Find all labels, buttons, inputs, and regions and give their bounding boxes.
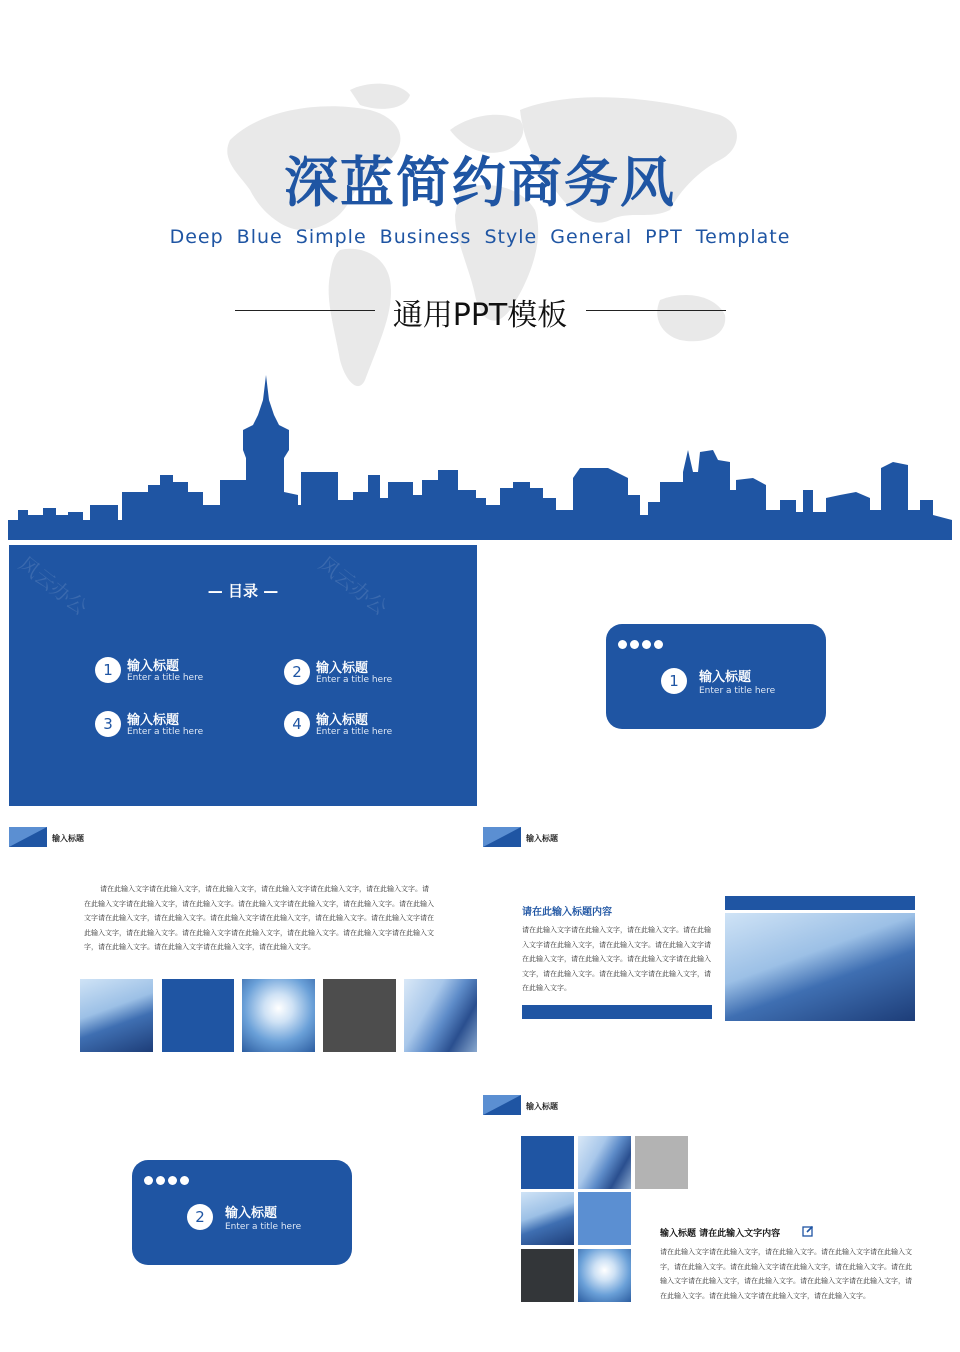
toc-item-1[interactable] xyxy=(95,655,245,695)
grid-tile-light-blue xyxy=(578,1192,631,1245)
grid-tile-blue xyxy=(521,1136,574,1189)
toc-slide xyxy=(9,545,477,806)
gray-block xyxy=(323,979,396,1052)
dots-decoration xyxy=(618,634,666,653)
toc-item-4[interactable] xyxy=(284,709,434,749)
grid-tile-dark xyxy=(521,1249,574,1302)
content-subheading: 输入标题 请在此输入文字内容 xyxy=(660,1229,781,1239)
section-number: 1 xyxy=(661,668,687,694)
toc-item-subtitle: Enter a title here xyxy=(127,673,204,683)
watermark-left: 风云办公 xyxy=(14,551,92,620)
dots-decoration xyxy=(144,1170,192,1189)
toc-item-2[interactable] xyxy=(284,657,434,697)
blue-bar-top xyxy=(725,896,915,910)
subtitle-rule-right xyxy=(586,310,726,311)
grid-tile-photo xyxy=(578,1249,631,1302)
header-tab-icon xyxy=(483,827,521,847)
toc-item-title: 输入标题 xyxy=(316,713,369,728)
blue-bar-bottom xyxy=(522,1005,712,1019)
section-card-1[interactable] xyxy=(606,624,826,729)
building-photo-1 xyxy=(80,979,153,1052)
edit-icon[interactable] xyxy=(802,1225,814,1237)
body-paragraph: 请在此输入文字请在此输入文字，请在此输入文字。请在此输入文字请在此输入文字，请在此输入文字。请在此输入文字请在此输入文字，请在此输入文字。请在此输入文字请在此输入文字，请在此输入文字。请在此输入文字请在此输入文字，请在此输入文字。 xyxy=(522,926,711,992)
toc-item-title: 输入标题 xyxy=(127,659,180,674)
toc-item-subtitle: Enter a title here xyxy=(316,675,393,685)
cover-subtitle-chinese: 通用PPT模板 xyxy=(392,298,568,333)
toc-heading: — 目录 — xyxy=(207,582,279,600)
grid-tile-photo xyxy=(521,1192,574,1245)
grid-tile-gray xyxy=(635,1136,688,1189)
section-subtitle: Enter a title here xyxy=(699,686,776,696)
toc-item-title: 输入标题 xyxy=(127,713,180,728)
toc-number: 4 xyxy=(284,711,310,737)
blue-block xyxy=(162,979,234,1052)
sky-photo xyxy=(242,979,315,1052)
watermark-right: 风云办公 xyxy=(314,551,392,620)
toc-number: 2 xyxy=(284,659,310,685)
city-skyline xyxy=(8,370,952,540)
toc-item-subtitle: Enter a title here xyxy=(316,727,393,737)
toc-number: 3 xyxy=(95,711,121,737)
toc-item-title: 输入标题 xyxy=(316,661,369,676)
cover-subtitle-english: Deep Blue Simple Business Style General PPT Template xyxy=(169,226,791,248)
slide-header-label: 输入标题 xyxy=(526,1102,558,1111)
section-card-2[interactable] xyxy=(132,1160,352,1265)
body-paragraph: 请在此输入文字请在此输入文字，请在此输入文字，请在此输入文字请在此输入文字，请在此输入文字。请在此输入文字请在此输入文字，请在此输入文字。请在此输入文字请在此输入文字，请在此输入文字。请在此输入文字请在此输入文字，请在此输入文字。请在此输入文字请在此输入文字，请在此输入文字。请在此输入文字请在此输入文字，请在此输入文字。请在此输入文字请在此输入文字，请在此输入文字。请在此输入文字请在此输入文字，请在此输入文字。请在此输入文字请在此输入文字，请在此输入文字。 xyxy=(84,885,434,951)
toc-number: 1 xyxy=(95,657,121,683)
section-subtitle: Enter a title here xyxy=(225,1222,302,1232)
header-tab-icon xyxy=(9,827,47,847)
section-title: 输入标题 xyxy=(699,670,752,685)
section-title: 输入标题 xyxy=(225,1206,278,1221)
toc-item-3[interactable] xyxy=(95,709,245,749)
section-number: 2 xyxy=(187,1204,213,1230)
cover-title: 深蓝简约商务风 xyxy=(284,151,676,214)
building-photo-large xyxy=(725,913,915,1021)
slide-header-label: 输入标题 xyxy=(526,834,558,843)
grid-tile-photo xyxy=(578,1136,631,1189)
building-photo-2 xyxy=(404,979,477,1052)
slide-header-label: 输入标题 xyxy=(52,834,84,843)
toc-item-subtitle: Enter a title here xyxy=(127,727,204,737)
content-subheading: 请在此输入标题内容 xyxy=(522,907,612,918)
body-paragraph: 请在此输入文字请在此输入文字，请在此输入文字。请在此输入文字请在此输入文字，请在此输入文字。请在此输入文字请在此输入文字，请在此输入文字。请在此输入文字请在此输入文字，请在此输入文字。请在此输入文字请在此输入文字，请在此输入文字。请在此输入文字请在此输入文字，请在此输入文字。 xyxy=(660,1248,912,1300)
header-tab-icon xyxy=(483,1095,521,1115)
